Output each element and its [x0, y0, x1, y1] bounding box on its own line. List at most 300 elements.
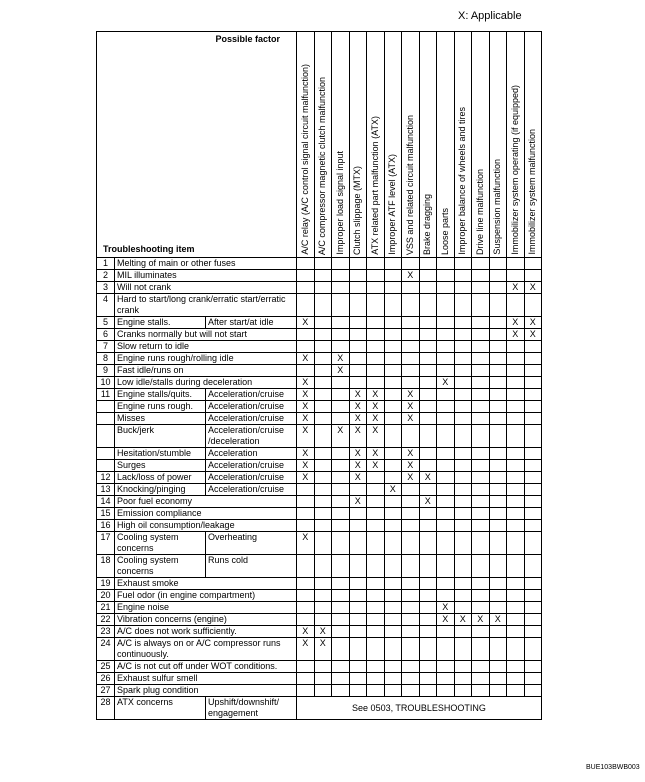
factor-cell [472, 413, 490, 425]
row-number: 26 [97, 673, 115, 685]
factor-cell [367, 341, 385, 353]
factor-cell [524, 258, 542, 270]
applicable-mark: X [507, 282, 525, 294]
factor-cell [507, 578, 525, 590]
factor-cell [314, 484, 332, 496]
factor-cell [437, 626, 455, 638]
row-number: 11 [97, 389, 115, 401]
applicable-mark: X [297, 413, 315, 425]
factor-cell [332, 270, 350, 282]
factor-cell [507, 353, 525, 365]
factor-cell [524, 472, 542, 484]
factor-cell [419, 448, 437, 460]
applicable-mark: X [437, 377, 455, 389]
factor-cell [472, 294, 490, 317]
factor-cell [332, 614, 350, 626]
factor-cell [454, 661, 472, 673]
row-item: Spark plug condition [115, 685, 297, 697]
factor-cell [454, 282, 472, 294]
factor-cell [489, 496, 507, 508]
factor-cell [472, 661, 490, 673]
factor-cell [454, 329, 472, 341]
row-item: Emission compliance [115, 508, 297, 520]
row-number: 8 [97, 353, 115, 365]
factor-cell [332, 484, 350, 496]
factor-cell [524, 673, 542, 685]
factor-cell [507, 673, 525, 685]
factor-cell [419, 685, 437, 697]
factor-cell [314, 413, 332, 425]
table-row [97, 520, 542, 532]
factor-cell [507, 258, 525, 270]
applicable-mark: X [454, 614, 472, 626]
factor-cell [437, 425, 455, 448]
applicable-mark: X [297, 389, 315, 401]
factor-cell [419, 532, 437, 555]
factor-cell [349, 329, 367, 341]
applicable-mark: X [367, 425, 385, 448]
applicable-mark: X [402, 389, 420, 401]
factor-cell [419, 555, 437, 578]
factor-cell [367, 626, 385, 638]
factor-cell [314, 401, 332, 413]
factor-cell [437, 590, 455, 602]
factor-cell [507, 661, 525, 673]
figure-code: BUE103BWB003 [586, 764, 640, 771]
factor-header [402, 32, 420, 258]
factor-cell [472, 401, 490, 413]
factor-cell [402, 661, 420, 673]
factor-cell [524, 448, 542, 460]
table-row [97, 258, 542, 270]
factor-cell [384, 602, 402, 614]
factor-header [524, 32, 542, 258]
factor-cell [314, 614, 332, 626]
factor-cell [507, 508, 525, 520]
factor-cell [384, 389, 402, 401]
factor-cell [437, 460, 455, 472]
row-condition: Acceleration/cruise [206, 413, 297, 425]
table-row [97, 555, 542, 578]
factor-cell [384, 353, 402, 365]
factor-label: Improper balance of wheels and tires [457, 107, 468, 255]
factor-cell [419, 460, 437, 472]
factor-cell [332, 282, 350, 294]
factor-cell [437, 673, 455, 685]
applicable-mark: X [524, 329, 542, 341]
factor-cell [472, 258, 490, 270]
factor-cell [332, 532, 350, 555]
factor-cell [402, 341, 420, 353]
row-item: A/C is not cut off under WOT conditions. [115, 661, 297, 673]
factor-cell [314, 377, 332, 389]
factor-cell [489, 578, 507, 590]
factor-cell [314, 508, 332, 520]
factor-cell [349, 673, 367, 685]
factor-cell [507, 590, 525, 602]
row-number: 16 [97, 520, 115, 532]
factor-cell [489, 401, 507, 413]
factor-cell [489, 520, 507, 532]
factor-cell [367, 317, 385, 329]
factor-cell [367, 578, 385, 590]
factor-cell [524, 520, 542, 532]
factor-cell [367, 661, 385, 673]
factor-cell [437, 555, 455, 578]
factor-label: Clutch slippage (MTX) [352, 165, 363, 255]
factor-cell [402, 578, 420, 590]
factor-cell [332, 555, 350, 578]
factor-cell [314, 329, 332, 341]
row-item: A/C does not work sufficiently. [115, 626, 297, 638]
factor-cell [507, 341, 525, 353]
factor-cell [507, 460, 525, 472]
factor-cell [332, 685, 350, 697]
factor-cell [419, 258, 437, 270]
factor-cell [402, 425, 420, 448]
factor-cell [314, 365, 332, 377]
factor-cell [297, 578, 315, 590]
factor-cell [367, 638, 385, 661]
factor-cell [332, 508, 350, 520]
factor-cell [437, 401, 455, 413]
factor-cell [454, 590, 472, 602]
factor-cell [489, 282, 507, 294]
factor-cell [384, 329, 402, 341]
factor-cell [489, 626, 507, 638]
factor-cell [507, 685, 525, 697]
factor-cell [524, 661, 542, 673]
factor-cell [454, 555, 472, 578]
table-row [97, 389, 542, 401]
factor-cell [524, 508, 542, 520]
factor-cell [314, 282, 332, 294]
factor-cell [472, 602, 490, 614]
factor-cell [314, 317, 332, 329]
row-item: High oil consumption/leakage [115, 520, 297, 532]
factor-cell [384, 661, 402, 673]
factor-cell [524, 353, 542, 365]
applicable-mark: X [349, 472, 367, 484]
applicable-mark: X [314, 638, 332, 661]
factor-cell [524, 365, 542, 377]
factor-cell [402, 496, 420, 508]
factor-cell [524, 294, 542, 317]
factor-cell [297, 341, 315, 353]
factor-cell [402, 626, 420, 638]
factor-cell [454, 532, 472, 555]
factor-cell [349, 626, 367, 638]
factor-cell [489, 484, 507, 496]
factor-cell [367, 353, 385, 365]
factor-cell [419, 294, 437, 317]
factor-cell [489, 317, 507, 329]
factor-cell [472, 341, 490, 353]
factor-header [384, 32, 402, 258]
factor-cell [349, 578, 367, 590]
factor-cell [489, 602, 507, 614]
factor-cell [437, 520, 455, 532]
factor-cell [384, 626, 402, 638]
factor-cell [489, 590, 507, 602]
factor-cell [472, 425, 490, 448]
row-number: 28 [97, 697, 115, 720]
factor-cell [384, 590, 402, 602]
factor-cell [297, 520, 315, 532]
factor-header [297, 32, 315, 258]
factor-cell [524, 590, 542, 602]
table-row [97, 317, 542, 329]
factor-cell [472, 555, 490, 578]
factor-cell [472, 282, 490, 294]
factor-cell [507, 365, 525, 377]
factor-cell [332, 460, 350, 472]
factor-cell [349, 555, 367, 578]
table-row [97, 673, 542, 685]
row-item: Fuel odor (in engine compartment) [115, 590, 297, 602]
factor-cell [332, 401, 350, 413]
factor-cell [437, 341, 455, 353]
row-number: 19 [97, 578, 115, 590]
table-row [97, 532, 542, 555]
factor-cell [332, 520, 350, 532]
row-item: Low idle/stalls during deceleration [115, 377, 297, 389]
factor-cell [507, 448, 525, 460]
row-item: ATX concerns [115, 697, 206, 720]
factor-cell [332, 294, 350, 317]
factor-label: VSS and related circuit malfunction [404, 114, 415, 255]
applicable-mark: X [297, 401, 315, 413]
factor-cell [472, 460, 490, 472]
factor-cell [419, 508, 437, 520]
factor-cell [489, 425, 507, 448]
factor-cell [384, 341, 402, 353]
factor-cell [297, 258, 315, 270]
factor-cell [472, 317, 490, 329]
factor-cell [419, 590, 437, 602]
row-number [97, 448, 115, 460]
table-row [97, 353, 542, 365]
legend: X: Applicable [458, 10, 522, 22]
row-item: Cooling system concerns [115, 532, 206, 555]
applicable-mark: X [349, 460, 367, 472]
factor-cell [402, 614, 420, 626]
row-condition: Overheating [206, 532, 297, 555]
factor-label: Improper load signal input [334, 151, 345, 255]
factor-cell [297, 508, 315, 520]
factor-cell [384, 413, 402, 425]
factor-cell [472, 329, 490, 341]
applicable-mark: X [402, 448, 420, 460]
factor-cell [332, 496, 350, 508]
table-row [97, 590, 542, 602]
factor-cell [367, 270, 385, 282]
row-condition: Acceleration/cruise [206, 401, 297, 413]
row-number: 21 [97, 602, 115, 614]
factor-cell [437, 270, 455, 282]
applicable-mark: X [419, 472, 437, 484]
factor-cell [314, 532, 332, 555]
row-number: 14 [97, 496, 115, 508]
factor-cell [489, 460, 507, 472]
row-number [97, 425, 115, 448]
row-condition: Acceleration/cruise [206, 472, 297, 484]
row-item: Exhaust smoke [115, 578, 297, 590]
table-row [97, 341, 542, 353]
factor-cell [419, 661, 437, 673]
factor-cell [489, 341, 507, 353]
factor-cell [454, 602, 472, 614]
applicable-mark: X [332, 365, 350, 377]
factor-cell [489, 532, 507, 555]
factor-cell [507, 626, 525, 638]
row-number: 17 [97, 532, 115, 555]
factor-cell [454, 520, 472, 532]
applicable-mark: X [332, 425, 350, 448]
table-row [97, 365, 542, 377]
factor-cell [332, 661, 350, 673]
table-row [97, 377, 542, 389]
factor-cell [384, 614, 402, 626]
factor-cell [419, 270, 437, 282]
possible-factor-label: Possible factor [215, 34, 280, 44]
table-row [97, 401, 542, 413]
factor-cell [314, 673, 332, 685]
factor-cell [402, 602, 420, 614]
applicable-mark: X [297, 626, 315, 638]
factor-cell [297, 673, 315, 685]
table-row [97, 413, 542, 425]
factor-cell [489, 685, 507, 697]
factor-cell [524, 389, 542, 401]
applicable-mark: X [384, 484, 402, 496]
factor-cell [454, 460, 472, 472]
factor-cell [472, 270, 490, 282]
factor-cell [314, 661, 332, 673]
factor-cell [472, 508, 490, 520]
applicable-mark: X [402, 401, 420, 413]
factor-cell [489, 365, 507, 377]
applicable-mark: X [349, 425, 367, 448]
factor-cell [314, 496, 332, 508]
factor-label: Immobilizer system operating (if equipped) [509, 85, 520, 255]
factor-cell [384, 673, 402, 685]
factor-cell [402, 294, 420, 317]
factor-cell [349, 317, 367, 329]
factor-cell [419, 317, 437, 329]
factor-cell [472, 496, 490, 508]
row-number [97, 401, 115, 413]
factor-cell [314, 389, 332, 401]
row-item: Lack/loss of power [115, 472, 206, 484]
factor-cell [524, 614, 542, 626]
factor-cell [454, 448, 472, 460]
applicable-mark: X [349, 448, 367, 460]
table-row [97, 270, 542, 282]
factor-cell [419, 638, 437, 661]
applicable-mark: X [314, 626, 332, 638]
row-number: 9 [97, 365, 115, 377]
factor-cell [524, 685, 542, 697]
applicable-mark: X [437, 602, 455, 614]
applicable-mark: X [297, 532, 315, 555]
factor-cell [489, 377, 507, 389]
table-row [97, 685, 542, 697]
applicable-mark: X [402, 270, 420, 282]
factor-label: ATX related part malfunction (ATX) [369, 116, 380, 255]
factor-cell [454, 425, 472, 448]
factor-header [367, 32, 385, 258]
factor-cell [349, 341, 367, 353]
row-item: Poor fuel economy [115, 496, 297, 508]
factor-cell [472, 590, 490, 602]
factor-cell [367, 602, 385, 614]
table-row [97, 602, 542, 614]
factor-cell [367, 484, 385, 496]
factor-cell [402, 673, 420, 685]
factor-cell [454, 496, 472, 508]
factor-cell [472, 365, 490, 377]
factor-cell [524, 602, 542, 614]
factor-cell [507, 496, 525, 508]
row-item: Engine stalls. [115, 317, 206, 329]
factor-cell [437, 413, 455, 425]
factor-cell [472, 626, 490, 638]
factor-cell [402, 365, 420, 377]
factor-cell [489, 389, 507, 401]
factor-cell [367, 496, 385, 508]
factor-cell [437, 661, 455, 673]
factor-cell [472, 389, 490, 401]
factor-cell [332, 590, 350, 602]
factor-cell [384, 578, 402, 590]
factor-cell [419, 413, 437, 425]
row-item: Cranks normally but will not start [115, 329, 297, 341]
factor-header [472, 32, 490, 258]
factor-cell [332, 329, 350, 341]
factor-cell [314, 341, 332, 353]
factor-cell [472, 673, 490, 685]
row-item: Cooling system concerns [115, 555, 206, 578]
factor-cell [367, 282, 385, 294]
factor-cell [314, 685, 332, 697]
factor-cell [437, 353, 455, 365]
row-item: Engine noise [115, 602, 297, 614]
factor-cell [297, 484, 315, 496]
factor-cell [472, 377, 490, 389]
factor-label: Brake dragging [422, 193, 433, 255]
row-item: Slow return to idle [115, 341, 297, 353]
factor-cell [419, 602, 437, 614]
factor-cell [437, 496, 455, 508]
factor-cell [349, 258, 367, 270]
factor-cell [367, 532, 385, 555]
factor-cell [314, 590, 332, 602]
factor-cell [437, 365, 455, 377]
factor-cell [419, 329, 437, 341]
factor-cell [402, 484, 420, 496]
factor-cell [524, 484, 542, 496]
applicable-mark: X [349, 401, 367, 413]
applicable-mark: X [297, 353, 315, 365]
factor-cell [402, 258, 420, 270]
applicable-mark: X [349, 389, 367, 401]
applicable-mark: X [437, 614, 455, 626]
factor-cell [472, 353, 490, 365]
table-row [97, 448, 542, 460]
factor-cell [472, 532, 490, 555]
factor-cell [349, 353, 367, 365]
